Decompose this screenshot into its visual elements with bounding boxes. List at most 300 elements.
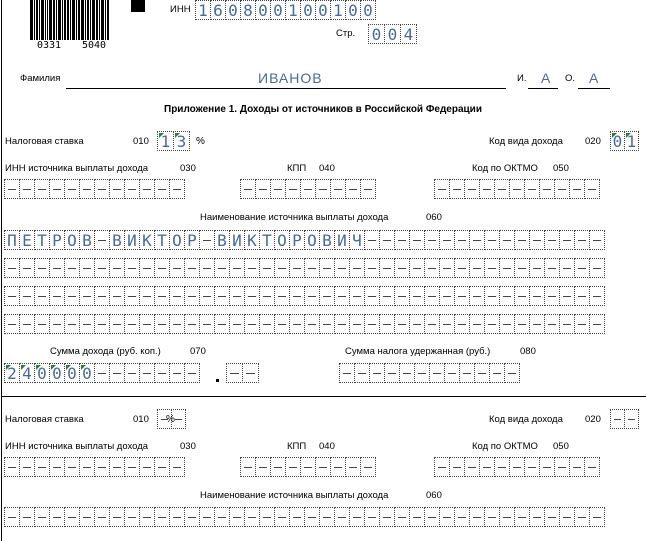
char-cell [169, 286, 185, 306]
char-cell [544, 258, 560, 278]
char-cell [514, 230, 530, 250]
char-cell [304, 314, 320, 334]
char-cell: О [304, 230, 320, 250]
percent-sign: % [166, 414, 175, 425]
char-cell [494, 179, 510, 199]
char-cell [289, 286, 305, 306]
char-cell [94, 286, 110, 306]
char-cell [499, 258, 515, 278]
char-cell [319, 507, 335, 527]
char-cell [240, 179, 256, 199]
char-cell [259, 258, 275, 278]
char-cell [514, 286, 530, 306]
income-sum-kopecks-field[interactable] [226, 363, 259, 383]
char-cell [304, 286, 320, 306]
char-cell [360, 457, 376, 477]
char-cell: О [64, 230, 80, 250]
char-cell [270, 457, 286, 477]
char-cell [349, 314, 365, 334]
page-number-field [368, 24, 417, 44]
char-cell [34, 179, 50, 199]
char-cell [439, 507, 455, 527]
char-cell [424, 286, 440, 306]
char-cell: 0 [255, 0, 271, 20]
char-cell [429, 363, 445, 383]
char-cell: 0 [34, 363, 50, 383]
oktmo-code: 050 [553, 441, 569, 452]
char-cell: Р [49, 230, 65, 250]
initial-o-value: А [589, 70, 600, 86]
char-cell [539, 457, 555, 477]
char-cell [369, 363, 385, 383]
char-cell: 6 [210, 0, 226, 20]
char-cell [154, 314, 170, 334]
char-cell [574, 314, 590, 334]
char-cell: Р [184, 230, 200, 250]
char-cell [109, 314, 125, 334]
char-cell: 3 [173, 131, 190, 151]
char-cell [484, 258, 500, 278]
char-cell [49, 457, 65, 477]
char-cell [484, 230, 500, 250]
char-cell [444, 363, 460, 383]
char-cell [34, 314, 50, 334]
char-cell [514, 507, 530, 527]
char-cell [514, 314, 530, 334]
char-cell [464, 457, 480, 477]
char-cell [394, 507, 410, 527]
char-cell: 0 [368, 24, 385, 44]
char-cell [4, 457, 20, 477]
char-cell [226, 363, 243, 383]
char-cell [4, 258, 20, 278]
income-sum-rubles-field[interactable] [4, 363, 200, 383]
inn-source-field[interactable] [4, 179, 185, 199]
char-cell [79, 286, 95, 306]
char-cell [554, 179, 570, 199]
char-cell [394, 230, 410, 250]
char-cell [424, 314, 440, 334]
char-cell [424, 258, 440, 278]
char-cell [49, 258, 65, 278]
char-cell: И [229, 230, 245, 250]
char-cell [319, 314, 335, 334]
char-cell [494, 457, 510, 477]
char-cell [109, 457, 125, 477]
income-type-label: Код вида дохода [489, 414, 563, 425]
char-cell [319, 258, 335, 278]
barcode-number-right: 5040 [82, 40, 107, 51]
income-type-code: 020 [585, 414, 601, 425]
char-cell [300, 179, 316, 199]
char-cell [484, 314, 500, 334]
char-cell [229, 507, 245, 527]
char-cell [229, 286, 245, 306]
char-cell: 0 [315, 0, 331, 20]
surname-label: Фамилия [20, 73, 61, 84]
source-name-code: 060 [426, 490, 442, 501]
char-cell [184, 286, 200, 306]
income-type-label: Код вида дохода [489, 136, 563, 147]
char-cell: 1 [330, 0, 346, 20]
char-cell [339, 363, 355, 383]
char-cell [345, 457, 361, 477]
char-cell [49, 286, 65, 306]
char-cell [255, 179, 271, 199]
char-cell [449, 457, 465, 477]
char-cell [424, 230, 440, 250]
char-cell [259, 507, 275, 527]
char-cell [394, 286, 410, 306]
initial-o-label: О. [565, 73, 576, 84]
source-name-row-1[interactable] [4, 230, 605, 250]
char-cell [364, 507, 380, 527]
char-cell [559, 314, 575, 334]
char-cell [259, 314, 275, 334]
tax-rate-code: 010 [133, 414, 149, 425]
char-cell [124, 286, 140, 306]
initial-o-underline [578, 88, 610, 89]
kpp-field[interactable] [240, 179, 376, 199]
char-cell [584, 457, 600, 477]
char-cell [259, 286, 275, 306]
char-cell [289, 258, 305, 278]
char-cell [574, 230, 590, 250]
char-cell [94, 363, 110, 383]
char-cell [274, 286, 290, 306]
char-cell [139, 314, 155, 334]
char-cell [184, 258, 200, 278]
char-cell: О [274, 230, 290, 250]
char-cell [394, 314, 410, 334]
char-cell [49, 179, 65, 199]
char-cell [199, 230, 215, 250]
inn-source-label: ИНН источника выплаты дохода [5, 163, 149, 174]
source-name-code: 060 [426, 212, 442, 223]
char-cell [464, 179, 480, 199]
char-cell [610, 409, 625, 429]
tax-rate-label: Налоговая ставка [5, 414, 84, 425]
char-cell [569, 179, 585, 199]
char-cell [199, 258, 215, 278]
char-cell: 1 [624, 131, 639, 151]
source-name-label: Наименование источника выплаты дохода [200, 212, 389, 223]
char-cell [64, 286, 80, 306]
inn-source-field[interactable] [4, 457, 185, 477]
char-cell: 1 [285, 0, 301, 20]
char-cell [4, 507, 20, 527]
income-type-field[interactable] [610, 131, 639, 151]
char-cell: Т [259, 230, 275, 250]
char-cell [319, 286, 335, 306]
char-cell [154, 179, 170, 199]
char-cell: 8 [240, 0, 256, 20]
char-cell [489, 363, 505, 383]
initial-i-label: И. [517, 73, 527, 84]
char-cell: И [124, 230, 140, 250]
char-cell [300, 457, 316, 477]
page-label: Стр. [336, 28, 356, 39]
char-cell [559, 507, 575, 527]
char-cell [124, 363, 140, 383]
char-cell [409, 230, 425, 250]
char-cell [449, 179, 465, 199]
char-cell [469, 258, 485, 278]
char-cell: О [169, 230, 185, 250]
char-cell [184, 314, 200, 334]
char-cell [544, 314, 560, 334]
source-name-row-2[interactable] [4, 258, 605, 278]
char-cell [94, 230, 110, 250]
barcode [30, 0, 118, 40]
char-cell [439, 314, 455, 334]
char-cell [434, 457, 450, 477]
char-cell [169, 179, 185, 199]
char-cell [384, 363, 400, 383]
char-cell [169, 507, 185, 527]
char-cell [509, 179, 525, 199]
inn-label: ИНН [170, 4, 191, 15]
char-cell [79, 314, 95, 334]
char-cell: К [139, 230, 155, 250]
oktmo-field[interactable] [434, 179, 600, 199]
char-cell [589, 258, 605, 278]
char-cell [439, 258, 455, 278]
char-cell [169, 363, 185, 383]
char-cell [139, 507, 155, 527]
decimal-point [216, 379, 219, 382]
char-cell [334, 314, 350, 334]
char-cell [589, 286, 605, 306]
char-cell [334, 258, 350, 278]
char-cell [379, 314, 395, 334]
char-cell [255, 457, 271, 477]
tax-withheld-code: 080 [520, 346, 536, 357]
char-cell [94, 507, 110, 527]
tax-withheld-field[interactable] [339, 363, 520, 383]
char-cell [409, 286, 425, 306]
char-cell [315, 457, 331, 477]
char-cell [154, 457, 170, 477]
tax-rate-field[interactable] [157, 131, 190, 151]
char-cell [379, 230, 395, 250]
char-cell [169, 314, 185, 334]
char-cell [4, 286, 20, 306]
char-cell: 1 [195, 0, 211, 20]
char-cell [270, 179, 286, 199]
char-cell [34, 286, 50, 306]
char-cell [49, 314, 65, 334]
percent-sign: % [196, 136, 205, 147]
char-cell [124, 314, 140, 334]
char-cell [124, 179, 140, 199]
char-cell [154, 286, 170, 306]
source-name-row-1[interactable] [4, 507, 605, 527]
char-cell [539, 179, 555, 199]
char-cell [139, 286, 155, 306]
char-cell [509, 457, 525, 477]
char-cell: 0 [300, 0, 316, 20]
char-cell [574, 286, 590, 306]
tax-withheld-label: Сумма налога удержанная (руб.) [345, 346, 491, 357]
char-cell [94, 258, 110, 278]
char-cell [349, 507, 365, 527]
char-cell [304, 507, 320, 527]
char-cell [334, 507, 350, 527]
char-cell [360, 179, 376, 199]
char-cell [19, 314, 35, 334]
section-title: Приложение 1. Доходы от источников в Российской Федерации [164, 104, 482, 115]
kpp-label: КПП [287, 441, 307, 452]
char-cell [559, 258, 575, 278]
char-cell [79, 179, 95, 199]
char-cell [199, 314, 215, 334]
char-cell [394, 258, 410, 278]
char-cell [414, 363, 430, 383]
char-cell [409, 507, 425, 527]
char-cell [434, 179, 450, 199]
kpp-code: 040 [319, 163, 335, 174]
char-cell [124, 258, 140, 278]
char-cell [569, 457, 585, 477]
char-cell [364, 314, 380, 334]
income-sum-code: 070 [190, 346, 206, 357]
char-cell [499, 230, 515, 250]
char-cell: 0 [610, 131, 625, 151]
char-cell [589, 230, 605, 250]
char-cell: 0 [225, 0, 241, 20]
char-cell: Р [289, 230, 305, 250]
income-sum-label: Сумма дохода (руб. коп.) [50, 346, 161, 357]
tax-rate-label: Налоговая ставка [5, 136, 84, 147]
char-cell: Т [154, 230, 170, 250]
oktmo-field[interactable] [434, 457, 600, 477]
char-cell [559, 230, 575, 250]
char-cell [469, 230, 485, 250]
char-cell [624, 409, 639, 429]
char-cell [229, 314, 245, 334]
char-cell [109, 258, 125, 278]
char-cell: 0 [270, 0, 286, 20]
char-cell: 1 [157, 131, 174, 151]
char-cell: Е [19, 230, 35, 250]
char-cell [109, 286, 125, 306]
char-cell [454, 286, 470, 306]
char-cell: 0 [79, 363, 95, 383]
inn-source-code: 030 [180, 441, 196, 452]
char-cell: П [4, 230, 20, 250]
char-cell [379, 507, 395, 527]
char-cell [285, 179, 301, 199]
kpp-code: 040 [319, 441, 335, 452]
char-cell: И [334, 230, 350, 250]
char-cell [139, 258, 155, 278]
char-cell [289, 314, 305, 334]
char-cell [240, 457, 256, 477]
char-cell [454, 507, 470, 527]
char-cell [469, 314, 485, 334]
char-cell [454, 314, 470, 334]
char-cell [94, 457, 110, 477]
char-cell: В [214, 230, 230, 250]
tax-rate-code: 010 [133, 136, 149, 147]
char-cell [459, 363, 475, 383]
income-type-field[interactable] [610, 409, 639, 429]
char-cell [529, 507, 545, 527]
char-cell [64, 314, 80, 334]
char-cell [399, 363, 415, 383]
char-cell [184, 507, 200, 527]
char-cell [109, 363, 125, 383]
source-name-row-4[interactable] [4, 314, 605, 334]
char-cell [589, 507, 605, 527]
char-cell [79, 457, 95, 477]
kpp-label: КПП [287, 163, 307, 174]
char-cell [139, 363, 155, 383]
char-cell [334, 286, 350, 306]
char-cell [79, 507, 95, 527]
char-cell [109, 507, 125, 527]
char-cell [379, 286, 395, 306]
char-cell [354, 363, 370, 383]
char-cell [109, 179, 125, 199]
income-type-code: 020 [585, 136, 601, 147]
char-cell [469, 286, 485, 306]
char-cell [544, 230, 560, 250]
char-cell [589, 314, 605, 334]
char-cell: 4 [19, 363, 35, 383]
char-cell [19, 286, 35, 306]
char-cell: 4 [400, 24, 417, 44]
char-cell [139, 179, 155, 199]
char-cell [4, 179, 20, 199]
char-cell [364, 286, 380, 306]
char-cell [154, 258, 170, 278]
char-cell [64, 507, 80, 527]
char-cell [544, 286, 560, 306]
char-cell [34, 457, 50, 477]
inn-source-code: 030 [180, 163, 196, 174]
barcode-number-left: 0331 [37, 40, 62, 51]
source-name-row-3[interactable] [4, 286, 605, 306]
char-cell [364, 258, 380, 278]
kpp-field[interactable] [240, 457, 376, 477]
char-cell [229, 258, 245, 278]
char-cell [584, 179, 600, 199]
char-cell [315, 179, 331, 199]
char-cell [139, 457, 155, 477]
char-cell [4, 314, 20, 334]
char-cell [124, 507, 140, 527]
char-cell [214, 314, 230, 334]
char-cell [214, 258, 230, 278]
char-cell [285, 457, 301, 477]
char-cell: 0 [384, 24, 401, 44]
oktmo-label: Код по ОКТМО [472, 441, 538, 452]
block-separator [1, 396, 646, 397]
char-cell: В [79, 230, 95, 250]
char-cell [184, 363, 200, 383]
oktmo-code: 050 [553, 163, 569, 174]
source-name-label: Наименование источника выплаты дохода [200, 490, 389, 501]
char-cell [409, 314, 425, 334]
char-cell [214, 507, 230, 527]
char-cell: В [319, 230, 335, 250]
char-cell: Ч [349, 230, 365, 250]
char-cell [242, 363, 259, 383]
char-cell [244, 258, 260, 278]
char-cell: Т [34, 230, 50, 250]
